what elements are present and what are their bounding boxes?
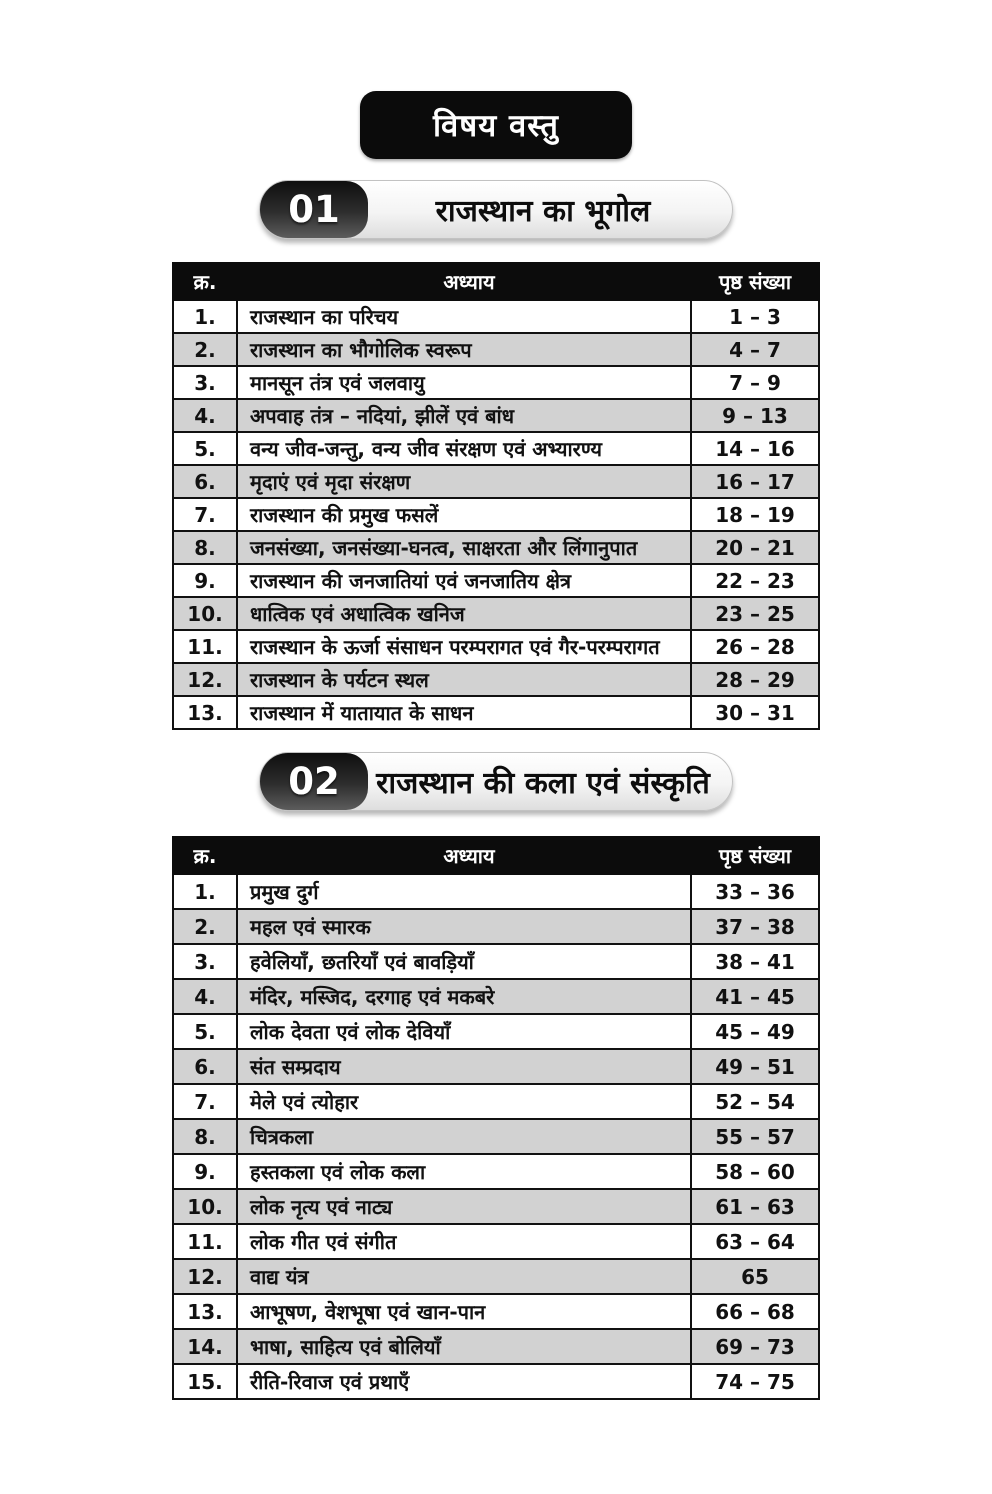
table-row: [173, 1329, 819, 1364]
row-chapter-title: राजस्थान में यातायात के साधन: [237, 696, 691, 729]
section-art-culture: [0, 752, 992, 1400]
row-chapter-title: धात्विक एवं अधात्विक खनिज: [237, 597, 691, 630]
header-chapter: अध्याय: [237, 263, 691, 300]
row-page-range: 69 – 73: [691, 1329, 819, 1364]
table-row: [173, 498, 819, 531]
row-page-range: 33 – 36: [691, 874, 819, 909]
row-page-range: 55 – 57: [691, 1119, 819, 1154]
row-page-range: 52 – 54: [691, 1084, 819, 1119]
row-chapter-title: अपवाह तंत्र – नदियां, झीलें एवं बांध: [237, 399, 691, 432]
toc-table: [172, 262, 820, 730]
table-row: [173, 1154, 819, 1189]
header-serial: क्र.: [173, 837, 237, 874]
row-serial: 5.: [173, 432, 237, 465]
row-serial: 10.: [173, 597, 237, 630]
table-row: [173, 874, 819, 909]
row-page-range: 37 – 38: [691, 909, 819, 944]
table-row: [173, 597, 819, 630]
row-chapter-title: हवेलियाँ, छतरियाँ एवं बावड़ियाँ: [237, 944, 691, 979]
row-page-range: 66 – 68: [691, 1294, 819, 1329]
row-serial: 12.: [173, 1259, 237, 1294]
row-serial: 3.: [173, 366, 237, 399]
section-banner: [259, 752, 733, 811]
table-row: [173, 979, 819, 1014]
row-serial: 11.: [173, 630, 237, 663]
row-serial: 4.: [173, 979, 237, 1014]
table-row: [173, 366, 819, 399]
row-page-range: 18 – 19: [691, 498, 819, 531]
row-serial: 7.: [173, 1084, 237, 1119]
row-serial: 10.: [173, 1189, 237, 1224]
row-serial: 6.: [173, 465, 237, 498]
row-chapter-title: राजस्थान का परिचय: [237, 300, 691, 333]
row-serial: 4.: [173, 399, 237, 432]
row-page-range: 49 – 51: [691, 1049, 819, 1084]
table-row: [173, 1014, 819, 1049]
row-page-range: 30 – 31: [691, 696, 819, 729]
row-serial: 9.: [173, 1154, 237, 1189]
row-page-range: 7 – 9: [691, 366, 819, 399]
row-page-range: 20 – 21: [691, 531, 819, 564]
row-chapter-title: वाद्य यंत्र: [237, 1259, 691, 1294]
table-row: [173, 1084, 819, 1119]
table-row: [173, 531, 819, 564]
row-serial: 14.: [173, 1329, 237, 1364]
row-chapter-title: वन्य जीव-जन्तु, वन्य जीव संरक्षण एवं अभ्यारण्य: [237, 432, 691, 465]
row-chapter-title: आभूषण, वेशभूषा एवं खान-पान: [237, 1294, 691, 1329]
row-serial: 3.: [173, 944, 237, 979]
row-page-range: 41 – 45: [691, 979, 819, 1014]
row-serial: 13.: [173, 1294, 237, 1329]
table-header-row: [173, 263, 819, 300]
row-chapter-title: राजस्थान के ऊर्जा संसाधन परम्परागत एवं गैर-परम्परागत: [237, 630, 691, 663]
row-page-range: 63 – 64: [691, 1224, 819, 1259]
row-page-range: 38 – 41: [691, 944, 819, 979]
row-page-range: 23 – 25: [691, 597, 819, 630]
table-row: [173, 630, 819, 663]
row-chapter-title: मेले एवं त्योहार: [237, 1084, 691, 1119]
row-page-range: 65: [691, 1259, 819, 1294]
table-row: [173, 1294, 819, 1329]
header-chapter: अध्याय: [237, 837, 691, 874]
table-row: [173, 1224, 819, 1259]
table-header-row: [173, 837, 819, 874]
row-chapter-title: प्रमुख दुर्ग: [237, 874, 691, 909]
table-row: [173, 1049, 819, 1084]
row-serial: 15.: [173, 1364, 237, 1399]
row-chapter-title: चित्रकला: [237, 1119, 691, 1154]
row-page-range: 26 – 28: [691, 630, 819, 663]
table-row: [173, 432, 819, 465]
row-serial: 13.: [173, 696, 237, 729]
row-chapter-title: रीति-रिवाज एवं प्रथाएँ: [237, 1364, 691, 1399]
row-chapter-title: संत सम्प्रदाय: [237, 1049, 691, 1084]
row-chapter-title: राजस्थान की जनजातियां एवं जनजातिय क्षेत्र: [237, 564, 691, 597]
section-geography: [0, 180, 992, 730]
table-row: [173, 944, 819, 979]
row-chapter-title: मृदाएं एवं मृदा संरक्षण: [237, 465, 691, 498]
row-page-range: 9 – 13: [691, 399, 819, 432]
page-title: [360, 91, 632, 159]
row-serial: 9.: [173, 564, 237, 597]
table-row: [173, 399, 819, 432]
row-chapter-title: हस्तकला एवं लोक कला: [237, 1154, 691, 1189]
table-row: [173, 1364, 819, 1399]
table-row: [173, 333, 819, 366]
row-serial: 12.: [173, 663, 237, 696]
table-row: [173, 696, 819, 729]
row-serial: 6.: [173, 1049, 237, 1084]
table-row: [173, 663, 819, 696]
row-serial: 11.: [173, 1224, 237, 1259]
row-serial: 8.: [173, 1119, 237, 1154]
row-page-range: 1 – 3: [691, 300, 819, 333]
row-chapter-title: जनसंख्या, जनसंख्या-घनत्व, साक्षरता और लिंगानुपात: [237, 531, 691, 564]
section-number-badge: 02: [260, 753, 368, 810]
row-page-range: 58 – 60: [691, 1154, 819, 1189]
row-serial: 8.: [173, 531, 237, 564]
row-chapter-title: भाषा, साहित्य एवं बोलियाँ: [237, 1329, 691, 1364]
row-page-range: 22 – 23: [691, 564, 819, 597]
row-chapter-title: मंदिर, मस्जिद, दरगाह एवं मकबरे: [237, 979, 691, 1014]
table-row: [173, 1259, 819, 1294]
section-banner: [259, 180, 733, 239]
row-page-range: 16 – 17: [691, 465, 819, 498]
toc-table: [172, 836, 820, 1400]
row-chapter-title: राजस्थान का भौगोलिक स्वरूप: [237, 333, 691, 366]
page-title-text: विषय वस्तु: [433, 108, 559, 144]
row-chapter-title: महल एवं स्मारक: [237, 909, 691, 944]
table-row: [173, 300, 819, 333]
row-page-range: 61 – 63: [691, 1189, 819, 1224]
table-row: [173, 909, 819, 944]
table-row: [173, 1119, 819, 1154]
row-serial: 7.: [173, 498, 237, 531]
row-page-range: 28 – 29: [691, 663, 819, 696]
row-chapter-title: मानसून तंत्र एवं जलवायु: [237, 366, 691, 399]
row-page-range: 45 – 49: [691, 1014, 819, 1049]
row-chapter-title: लोक देवता एवं लोक देवियाँ: [237, 1014, 691, 1049]
header-serial: क्र.: [173, 263, 237, 300]
toc-page: [0, 91, 992, 1494]
row-chapter-title: राजस्थान के पर्यटन स्थल: [237, 663, 691, 696]
section-number-badge: 01: [260, 181, 368, 238]
row-chapter-title: लोक गीत एवं संगीत: [237, 1224, 691, 1259]
section-title: राजस्थान का भूगोल: [435, 194, 651, 229]
header-pages: पृष्ठ संख्या: [691, 837, 819, 874]
row-serial: 1.: [173, 300, 237, 333]
table-row: [173, 465, 819, 498]
row-chapter-title: लोक नृत्य एवं नाट्य: [237, 1189, 691, 1224]
row-page-range: 74 – 75: [691, 1364, 819, 1399]
row-serial: 2.: [173, 909, 237, 944]
row-serial: 1.: [173, 874, 237, 909]
section-title: राजस्थान की कला एवं संस्कृति: [376, 766, 710, 801]
row-page-range: 4 – 7: [691, 333, 819, 366]
row-page-range: 14 – 16: [691, 432, 819, 465]
row-chapter-title: राजस्थान की प्रमुख फसलें: [237, 498, 691, 531]
row-serial: 2.: [173, 333, 237, 366]
header-pages: पृष्ठ संख्या: [691, 263, 819, 300]
table-row: [173, 564, 819, 597]
table-row: [173, 1189, 819, 1224]
row-serial: 5.: [173, 1014, 237, 1049]
